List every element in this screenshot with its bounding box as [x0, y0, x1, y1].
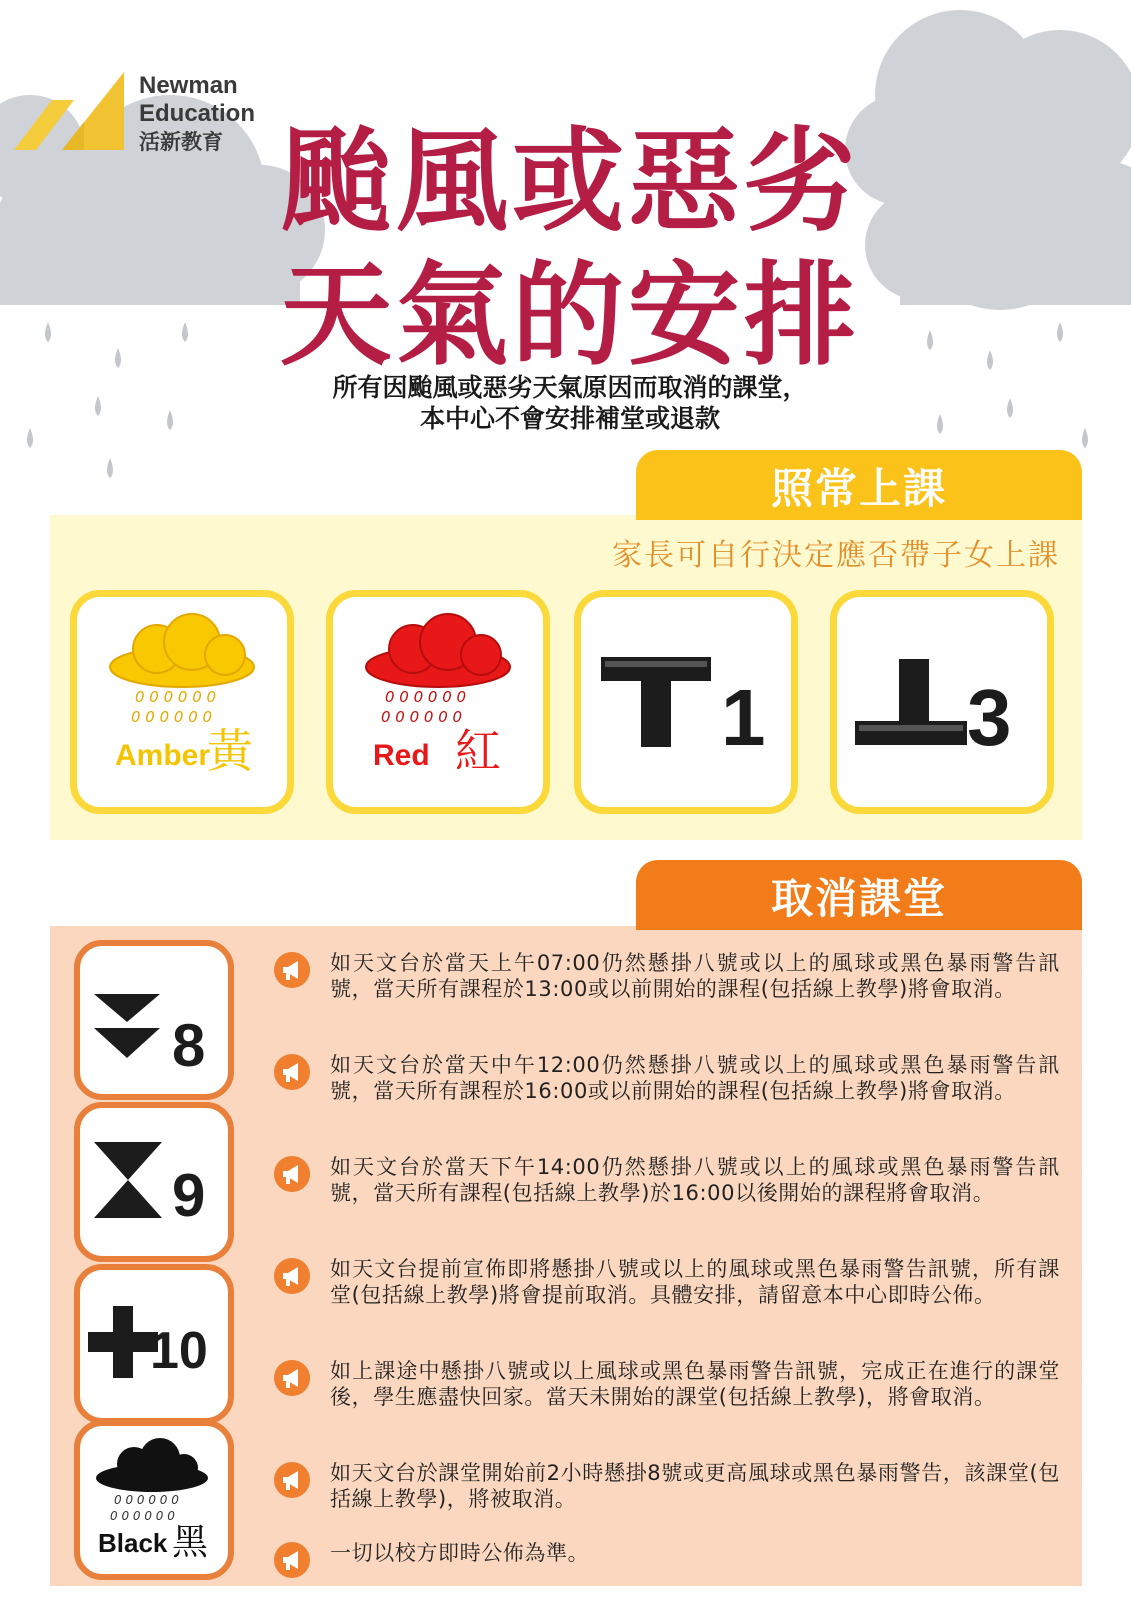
black-rainstorm-card — [74, 1420, 234, 1580]
cancel-classes-tab: 取消課堂 — [636, 860, 1082, 930]
red-label-zh: 紅 — [455, 724, 501, 778]
megaphone-icon — [274, 1542, 310, 1578]
policy-notice — [220, 372, 920, 434]
typhoon-signal-9-icon — [80, 1108, 228, 1256]
megaphone-icon — [274, 1462, 310, 1498]
logo-name-en-2: Education — [139, 100, 256, 127]
typhoon-signal-9-card — [74, 1102, 234, 1262]
megaphone-icon — [274, 1360, 310, 1396]
black-label-zh: 黑 — [172, 1522, 209, 1563]
black-rainstorm-icon — [80, 1426, 228, 1574]
newman-logo-mark-icon — [14, 72, 134, 152]
rule-text: 如上課途中懸掛八號或以上風球或黑色暴雨警告訊號，完成正在進行的課堂後，學生應盡快回家。當天未開始的課堂(包括線上教學)，將會取消。 — [330, 1359, 1060, 1409]
rule-text: 如天文台於當天下午14:00仍然懸掛八號或以上的風球或黑色暴雨警告訊號，當天所有課程(包括線上教學)於16:00以後開始的課程將會取消。 — [330, 1155, 1060, 1205]
red-rainstorm-icon — [333, 597, 543, 807]
normal-classes-tab: 照常上課 — [636, 450, 1082, 520]
policy-notice-line-1: 所有因颱風或惡劣天氣原因而取消的課堂， — [332, 373, 808, 402]
typhoon-signal-1-card — [574, 590, 798, 814]
typhoon-signal-8-icon — [80, 946, 228, 1094]
rule-text: 如天文台於當天上午07:00仍然懸掛八號或以上的風球或黑色暴雨警告訊號，當天所有課程於13:00或以前開始的課程(包括線上教學)將會取消。 — [330, 951, 1060, 1001]
logo-name-zh: 活新教育 — [139, 130, 223, 154]
megaphone-icon — [274, 1258, 310, 1294]
black-label: Black — [98, 1528, 168, 1558]
amber-rainstorm-icon — [77, 597, 287, 807]
red-label: Red — [373, 739, 430, 772]
signal-3-number: 3 — [967, 673, 1012, 762]
parents-decide-note: 家長可自行決定應否帶子女上課 — [612, 538, 1060, 573]
typhoon-signal-8-card — [74, 940, 234, 1100]
typhoon-signal-3-card — [830, 590, 1054, 814]
svg-text:0 0 0 0 0 0: 0 0 0 0 0 0 — [131, 708, 213, 726]
typhoon-signal-1-icon — [581, 597, 791, 807]
rule-text: 如天文台於課堂開始前2小時懸掛8號或更高風球或黑色暴雨警告，該課堂(包括線上教學)，將被取消。 — [330, 1461, 1060, 1511]
signal-9-number: 9 — [172, 1162, 206, 1229]
policy-notice-line-2: 本中心不會安排補堂或退款 — [419, 404, 720, 433]
typhoon-signal-10-card — [74, 1264, 234, 1424]
svg-text:0 0 0 0 0 0: 0 0 0 0 0 0 — [114, 1493, 179, 1507]
megaphone-icon — [274, 952, 310, 988]
page-title-line-2: 天氣的安排 — [280, 251, 860, 381]
red-rainstorm-card — [326, 590, 550, 814]
svg-text:0 0 0 0 0 0: 0 0 0 0 0 0 — [135, 688, 217, 706]
logo-name-en-1: Newman — [139, 72, 238, 99]
signal-1-number: 1 — [721, 673, 766, 762]
page-title-line-1: 颱風或惡劣 — [280, 117, 860, 247]
megaphone-icon — [274, 1156, 310, 1192]
svg-text:0 0 0 0 0 0: 0 0 0 0 0 0 — [385, 688, 467, 706]
signal-10-number: 10 — [150, 1322, 208, 1380]
typhoon-signal-10-icon — [80, 1270, 228, 1418]
megaphone-icon — [274, 1054, 310, 1090]
rule-text: 如天文台於當天中午12:00仍然懸掛八號或以上的風球或黑色暴雨警告訊號，當天所有課程於16:00或以前開始的課程(包括線上教學)將會取消。 — [330, 1053, 1060, 1103]
svg-text:0 0 0 0 0 0: 0 0 0 0 0 0 — [110, 1509, 175, 1523]
rule-text: 如天文台提前宣佈即將懸掛八號或以上的風球或黑色暴雨警告訊號，所有課堂(包括線上教學)將會提前取消。具體安排，請留意本中心即時公佈。 — [330, 1257, 1060, 1307]
rule-text: 一切以校方即時公佈為準。 — [330, 1541, 590, 1565]
amber-label: Amber — [115, 739, 211, 772]
svg-text:0 0 0 0 0 0: 0 0 0 0 0 0 — [381, 708, 463, 726]
signal-8-number: 8 — [172, 1012, 206, 1079]
typhoon-signal-3-icon — [837, 597, 1047, 807]
amber-label-zh: 黃 — [207, 724, 253, 778]
amber-rainstorm-card — [70, 590, 294, 814]
